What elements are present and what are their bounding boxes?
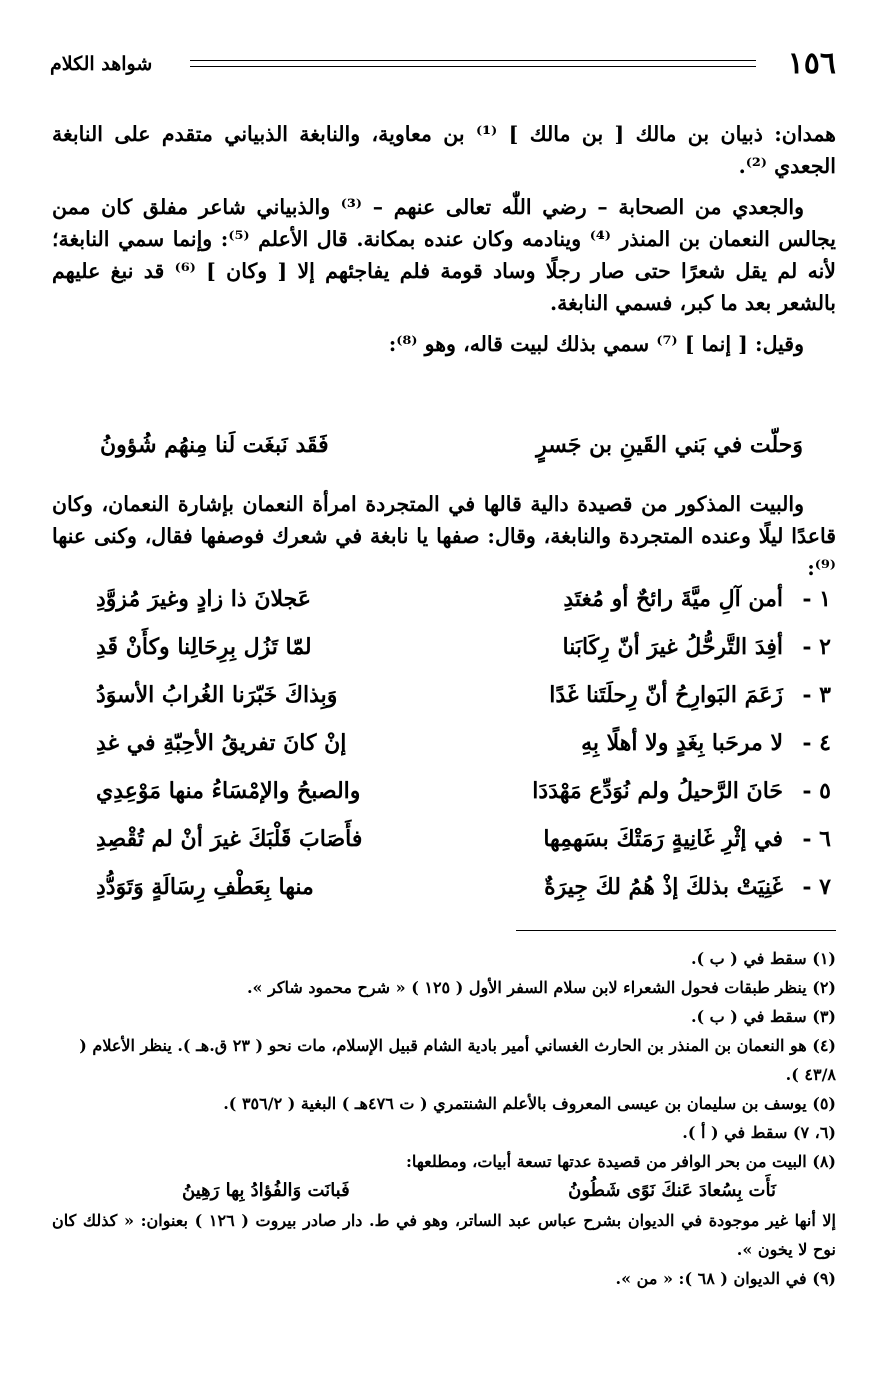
line-number: ٥ - — [802, 778, 831, 804]
footnote: إلا أنها غير موجودة في الديوان بشرح عباس عبد الساتر، وهو في ط. دار صادر بيروت ( ١٢٦ ) بعنوان: « كذلك كان نوح لا يخون ». — [52, 1211, 837, 1259]
second-hemistich: وَبِذاكَ خَبّرَنا الغُرابُ الأسوَدُ — [96, 682, 338, 708]
first-hemistich: في إثْرِ غَانِيةٍ رَمَتْكَ بسَهمِها — [543, 826, 783, 852]
paragraph: والجعدي من الصحابة – رضي اللّٰه تعالى عنهم – ⁽³⁾ والذبياني شاعر مفلق كان ممن يجالس النعمان بن المنذر ⁽⁴⁾ وينادمه وكان عنده بمكانة. قال الأعلم ⁽⁵⁾: وإنما سمي النابغة؛ لأنه لم يقل شعرًا حتى صار رجلًا وساد قومة فلم يفاجئهم إلا [ وكان ] ⁽⁶⁾ قد نبغ عليهم بالشعر بعد ما كبر، فسمي النابغة. — [52, 195, 837, 315]
footnote: (٨) البيت من بحر الوافر من قصيدة عدتها تسعة أبيات، ومطلعها: — [406, 1152, 836, 1171]
footnote: (٢) ينظر طبقات فحول الشعراء لابن سلام السفر الأول ( ١٢٥ ) « شرح محمود شاكر ». — [246, 978, 836, 997]
first-hemistich: غَنِيَتْ بذلكَ إذْ هُمُ لكَ جِيرَةٌ — [544, 874, 783, 900]
header-rule-bottom — [190, 66, 756, 67]
footnote-verse — [182, 1176, 776, 1206]
second-hemistich: لمّا تَزُل بِرِحَالِنا وكأَنْ قَدِ — [96, 634, 312, 660]
footnote: (٩) في الديوان ( ٦٨ ): « من ». — [615, 1269, 836, 1288]
line-number: ٢ - — [802, 634, 831, 660]
first-hemistich: حَانَ الرَّحيلُ ولم نُوَدِّع مَهْدَدَا — [532, 778, 783, 804]
poem-line — [96, 678, 831, 726]
second-hemistich: عَجلانَ ذا زادٍ وغيرَ مُزوَّدِ — [96, 586, 311, 612]
footnote-separator — [516, 930, 836, 931]
poem-line — [96, 582, 831, 630]
first-hemistich: أمن آلِ ميَّةَ رائحٌ أو مُغتَدِ — [563, 586, 783, 612]
second-hemistich: فأَصَابَ قَلْبَكَ غيرَ أنْ لم تُقْصِدِ — [96, 826, 363, 852]
footnote: (٦، ٧) سقط في ( أ ). — [682, 1123, 836, 1142]
paragraph: وقيل: [ إنما ] ⁽⁷⁾ سمي بذلك لبيت قاله، وهو ⁽⁸⁾: — [388, 332, 804, 356]
verse-first-hemistich: نَأَت بِسُعادَ عَنكَ نَوًى شَطُونُ — [568, 1180, 776, 1201]
poem-line — [96, 822, 831, 870]
line-number: ٤ - — [802, 730, 831, 756]
poem-line — [96, 630, 831, 678]
first-hemistich: لا مرحَبا بِغَدٍ ولا أهلًا بِهِ — [581, 730, 783, 756]
line-number: ٣ - — [802, 682, 831, 708]
footnote: (١) سقط في ( ب ). — [690, 949, 836, 968]
first-hemistich: أفِدَ التَّرحُّلُ غيرَ أنّ رِكَابَنا — [562, 634, 783, 660]
poem-line — [96, 870, 831, 918]
line-number: ٦ - — [802, 826, 831, 852]
line-number: ١ - — [802, 586, 831, 612]
second-hemistich: والصبحُ والإمْسَاءُ منها مَوْعِدِي — [96, 778, 361, 804]
paragraph: همدان: ذبيان بن مالك [ بن مالك ] ⁽¹⁾ بن معاوية، والنابغة الذبياني متقدم على النابغة الجعدي ⁽²⁾. — [52, 122, 836, 178]
verse-second-hemistich: فَبانَت وَالفُؤادُ بِها رَهِينُ — [182, 1180, 350, 1201]
main-text — [52, 118, 836, 360]
poem-line — [96, 774, 831, 822]
verse-first-hemistich: وَحلّت في بَني القَينِ بن جَسرٍ — [536, 432, 803, 458]
header-rule-top — [190, 60, 756, 61]
footnote: (٤) هو النعمان بن المنذر بن الحارث الغساني أمير بادية الشام قبيل الإسلام، مات نحو ( ٢٣ ق.هـ ). ينظر الأعلام ( ٤٣/٨ ). — [79, 1036, 836, 1084]
second-hemistich: إنْ كانَ تفريقُ الأحِبّةِ في غدِ — [96, 730, 347, 756]
poem — [96, 582, 831, 918]
paragraph: والبيت المذكور من قصيدة دالية قالها في المتجردة امرأة النعمان بإشارة النعمان، وكان قاعدًا ليلًا وعنده المتجردة والنابغة، وقال: صفها يا نابغة في شعرك فوصفها فقال، وكنى عنها ⁽⁹⁾: — [52, 492, 836, 580]
running-title: شواهد الكلام — [50, 53, 153, 75]
footnote: (٣) سقط في ( ب ). — [690, 1007, 836, 1026]
main-text-continued — [52, 488, 836, 584]
poem-line — [96, 726, 831, 774]
page-header — [50, 44, 836, 84]
footnote: (٥) يوسف بن سليمان بن عيسى المعروف بالأعلم الشنتمري ( ت ٤٧٦هـ ) البغية ( ٣٥٦/٢ ). — [223, 1094, 836, 1113]
first-hemistich: زَعَمَ البَوارِحُ أنّ رِحلَتَنا غَدًا — [549, 682, 783, 708]
verse-second-hemistich: فَقَد نَبغَت لَنا مِنهُم شُؤونُ — [100, 432, 329, 458]
quoted-verse — [100, 432, 803, 472]
second-hemistich: منها بِعَطْفِ رِسَالَةٍ وَتَوَدُّدِ — [96, 874, 314, 900]
line-number: ٧ - — [802, 874, 831, 900]
page-number: ١٥٦ — [787, 46, 836, 81]
footnotes — [52, 944, 836, 1293]
